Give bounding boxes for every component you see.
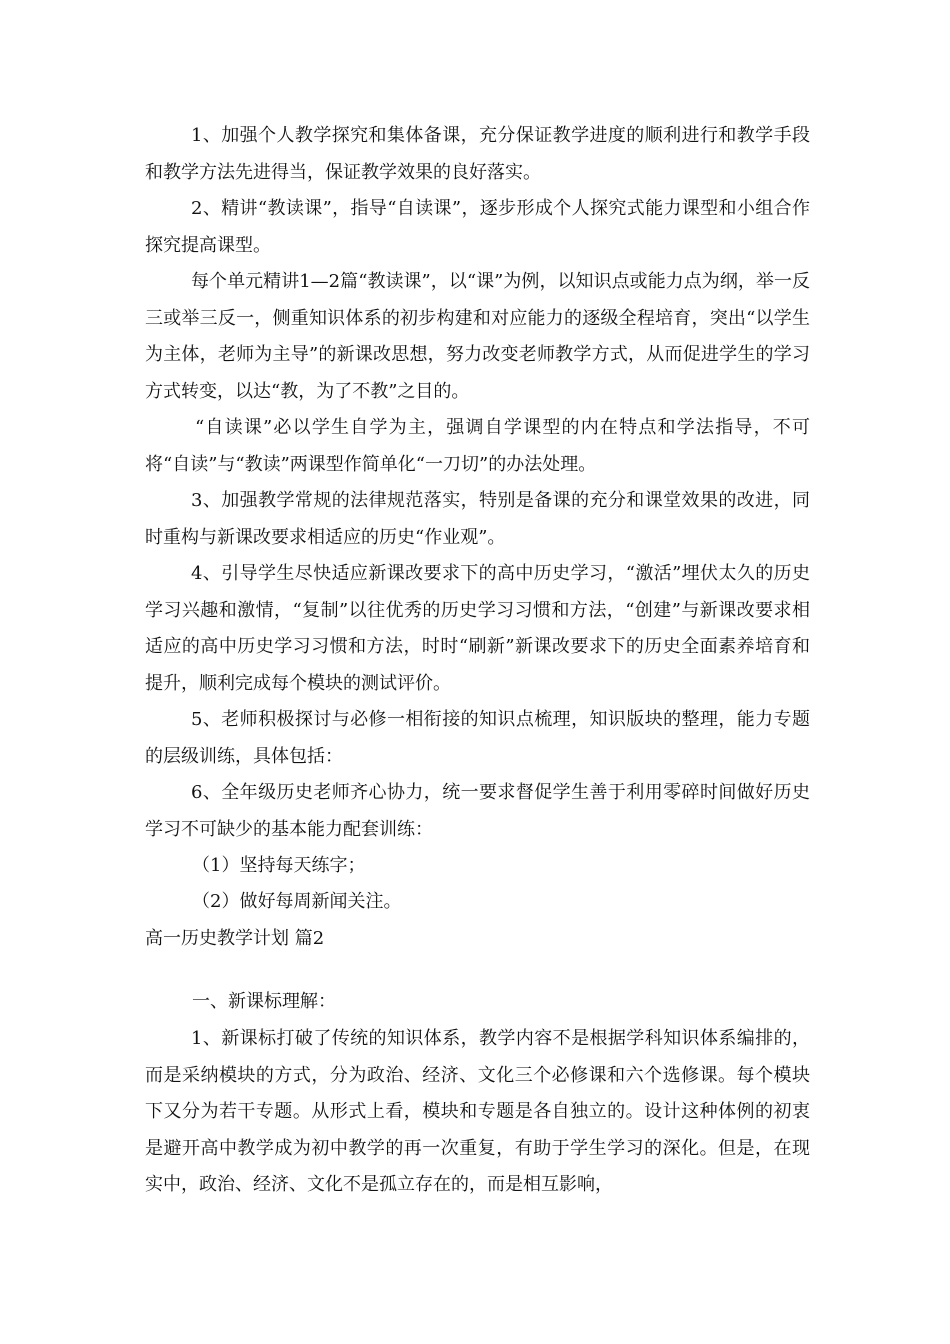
paragraph-7: 5、老师积极探讨与必修一相衔接的知识点梳理，知识版块的整理，能力专题的层级训练，具体包括：: [145, 709, 810, 767]
list-item-2: （2）做好每周新闻关注。: [192, 891, 402, 912]
paragraph-8: 6、全年级历史老师齐心协力，统一要求督促学生善于利用零碎时间做好历史学习不可缺少的基本能力配套训练：: [145, 782, 810, 840]
paragraph-5: 3、加强教学常规的法律规范落实，特别是备课的充分和课堂效果的改进，同时重构与新课改要求相适应的历史“作业观”。: [145, 490, 810, 548]
paragraph-4: “自读课”必以学生自学为主，强调自学课型的内在特点和学法指导，不可将“自读”与“教读”两课型作简单化“一刀切”的办法处理。: [145, 417, 810, 475]
paragraph-3: 每个单元精讲1—2篇“教读课”，以“课”为例，以知识点或能力点为纲，举一反三或举三反一，侧重知识体系的初步构建和对应能力的逐级全程培育，突出“以学生为主体，老师为主导”的新课改思想，努力改变老师教学方式，从而促进学生的学习方式转变，以达“教，为了不教”之目的。: [145, 271, 810, 402]
list-item-1: （1）坚持每天练字；: [192, 855, 366, 876]
section-heading: 高一历史教学计划 篇2: [145, 928, 325, 949]
paragraph-9: 1、新课标打破了传统的知识体系，教学内容不是根据学科知识体系编排的，而是采纳模块的方式，分为政治、经济、文化三个必修课和六个选修课。每个模块下又分为若干专题。从形式上看，模块和专题是各自独立的。设计这种体例的初衷是避开高中教学成为初中教学的再一次重复，有助于学生学习的深化。但是，在现实中，政治、经济、文化不是孤立存在的，而是相互影响，: [145, 1028, 810, 1195]
paragraph-6: 4、引导学生尽快适应新课改要求下的高中历史学习，“激活”埋伏太久的历史学习兴趣和激情，“复制”以往优秀的历史学习习惯和方法，“创建”与新课改要求相适应的高中历史学习习惯和方法，时时“刷新”新课改要求下的历史全面素养培育和提升，顺利完成每个模块的测试评价。: [145, 563, 810, 694]
subsection-heading: 一、新课标理解：: [192, 991, 336, 1012]
paragraph-2: 2、精讲“教读课”，指导“自读课”，逐步形成个人探究式能力课型和小组合作探究提高课型。: [145, 198, 810, 256]
paragraph-1: 1、加强个人教学探究和集体备课，充分保证教学进度的顺利进行和教学手段和教学方法先进得当，保证教学效果的良好落实。: [145, 125, 810, 183]
